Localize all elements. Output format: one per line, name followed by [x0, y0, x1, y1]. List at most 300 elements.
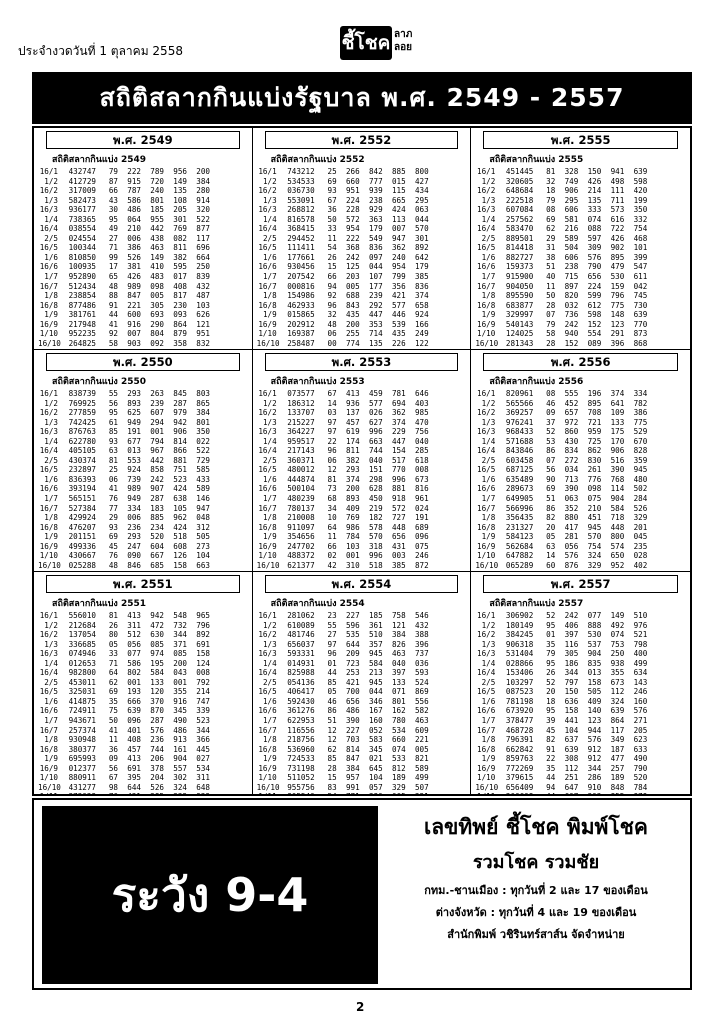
- front-three-b: 777: [368, 176, 383, 186]
- front-three-b: 576: [150, 725, 164, 735]
- draw-date: 16/6: [258, 484, 277, 494]
- first-prize: 500104: [287, 484, 315, 494]
- table-row: [257, 427, 467, 437]
- last-two: [533, 792, 555, 794]
- last-two: 01: [546, 630, 556, 640]
- last-three-a: 732: [173, 620, 187, 630]
- draw-date: [257, 792, 277, 794]
- table-row: [257, 408, 467, 418]
- table-row: [475, 446, 686, 456]
- last-two: 66: [327, 272, 337, 282]
- front-three-a: 989: [127, 484, 141, 494]
- last-two: 94: [546, 782, 556, 792]
- table-row: [257, 224, 467, 234]
- first-prize: 124025: [505, 329, 534, 339]
- front-three-a: 723: [345, 658, 360, 668]
- front-three-a: 452: [564, 398, 579, 408]
- first-prize: 534533: [287, 176, 315, 186]
- table-row: [475, 465, 686, 475]
- first-prize: 488372: [287, 551, 315, 561]
- last-three-a: 768: [610, 474, 625, 484]
- front-three-b: 107: [368, 272, 383, 282]
- last-three-b: 623: [633, 735, 648, 745]
- draw-date: 1/9: [44, 532, 58, 542]
- draw-date: 16/10: [475, 782, 499, 792]
- first-prize: 036730: [287, 186, 315, 196]
- draw-date: [38, 792, 58, 794]
- table-row: [38, 697, 248, 707]
- first-prize: 859763: [505, 754, 534, 764]
- last-three-a: 577: [391, 300, 406, 310]
- front-three-b: 185: [368, 611, 383, 620]
- first-prize: 247702: [287, 541, 315, 551]
- last-two: 34: [327, 503, 337, 513]
- table-row: [38, 792, 248, 794]
- draw-results-table: [475, 611, 686, 794]
- first-prize: 257562: [505, 214, 534, 224]
- last-three-a: 148: [610, 310, 625, 320]
- front-three-a: 242: [564, 319, 579, 329]
- last-two: 93: [108, 522, 118, 532]
- front-three-a: 677: [127, 436, 141, 446]
- front-three-b: 185: [150, 205, 164, 215]
- last-three-a: 952: [610, 560, 625, 570]
- last-three-a: 358: [173, 338, 187, 348]
- first-prize: 562684: [505, 541, 534, 551]
- draw-date: 16/4: [477, 224, 496, 234]
- first-prize: 217143: [287, 446, 315, 456]
- front-three-a: 787: [127, 186, 141, 196]
- front-three-b: 183: [150, 503, 164, 513]
- last-three-a: 291: [610, 329, 625, 339]
- last-two: 37: [546, 417, 556, 427]
- draw-date: 16/6: [39, 706, 58, 716]
- front-three-b: 790: [587, 262, 602, 272]
- last-three-b: 040: [414, 436, 429, 446]
- last-two: 64: [108, 668, 118, 678]
- front-three-b: 754: [587, 541, 602, 551]
- table-row: [257, 792, 467, 794]
- last-two: 14: [327, 398, 337, 408]
- page-banner: สถิติสลากกินแบ่งรัฐบาล พ.ศ. 2549 - 2557: [32, 72, 692, 124]
- last-three-a: 781: [391, 389, 406, 398]
- last-three-a: 516: [610, 455, 625, 465]
- last-three-b: 945: [633, 465, 648, 475]
- draw-date: 16/2: [39, 186, 58, 196]
- front-three-a: 637: [564, 735, 579, 745]
- last-three-b: 179: [414, 262, 429, 272]
- front-three-a: 666: [127, 696, 141, 706]
- table-row: [38, 764, 248, 774]
- last-three-b: 546: [414, 611, 429, 620]
- front-three-b: 361: [368, 620, 383, 630]
- last-two: 40: [546, 272, 556, 282]
- table-row: [475, 262, 686, 272]
- front-three-b: 158: [587, 677, 602, 687]
- last-three-b: 522: [196, 446, 210, 456]
- table-row: [38, 291, 248, 301]
- front-three-a: 236: [127, 522, 141, 532]
- front-three-b: 234: [150, 522, 164, 532]
- front-three-b: 888: [587, 620, 602, 630]
- last-three-a: 817: [173, 291, 187, 301]
- front-three-a: 739: [127, 474, 141, 484]
- front-three-b: 026: [368, 408, 383, 418]
- front-three-a: 820: [564, 291, 579, 301]
- table-row: [38, 745, 248, 755]
- front-three-a: [337, 792, 360, 794]
- last-three-a: 812: [391, 763, 406, 773]
- last-three-b: 433: [196, 474, 210, 484]
- draw-date: 1/2: [262, 620, 277, 630]
- front-three-b: 967: [150, 446, 164, 456]
- front-three-b: 945: [368, 677, 383, 687]
- last-three-b: 510: [633, 611, 648, 620]
- table-row: [38, 437, 248, 447]
- front-three-b: 714: [368, 329, 383, 339]
- last-three-a: 947: [391, 233, 406, 243]
- table-row: [475, 792, 686, 794]
- draw-date: 1/4: [481, 214, 496, 224]
- table-row: [475, 177, 686, 187]
- last-three-b: 790: [633, 763, 648, 773]
- draw-date: 16/7: [477, 725, 496, 735]
- front-three-a: 644: [345, 639, 360, 649]
- year-panel: [253, 350, 472, 572]
- first-prize: 738365: [68, 214, 96, 224]
- last-two: 60: [546, 560, 556, 570]
- draw-date: 16/4: [258, 224, 277, 234]
- draw-date: 1/10: [39, 551, 58, 561]
- front-three-b: 309: [587, 243, 602, 253]
- draw-date: 1/6: [262, 696, 277, 706]
- last-two: 73: [327, 484, 337, 494]
- draw-date: 1/9: [262, 310, 277, 320]
- last-two: 06: [108, 474, 118, 484]
- last-three-a: 082: [173, 233, 187, 243]
- last-two: 71: [108, 658, 118, 668]
- table-row: [475, 773, 686, 783]
- table-row: [475, 167, 686, 177]
- table-row: [475, 513, 686, 523]
- draw-date: 2/5: [481, 677, 496, 687]
- first-prize: 976241: [505, 417, 534, 427]
- front-three-a: 893: [127, 398, 141, 408]
- last-three-a: 902: [610, 243, 625, 253]
- last-three-b: 143: [633, 677, 648, 687]
- front-three-b: 345: [368, 744, 383, 754]
- last-two: 02: [327, 551, 337, 561]
- front-three-a: 077: [127, 649, 141, 659]
- draw-date: 1/6: [481, 474, 496, 484]
- first-prize: 982800: [68, 668, 96, 678]
- table-row: [257, 475, 467, 485]
- draw-date: 16/7: [39, 725, 58, 735]
- first-prize: 480012: [287, 465, 315, 475]
- draw-date: 16/7: [258, 503, 277, 513]
- last-three-a: 114: [610, 484, 625, 494]
- last-three-a: 814: [173, 436, 187, 446]
- last-three-b: 468: [633, 233, 648, 243]
- last-three-a: 608: [173, 541, 187, 551]
- last-three-a: 133: [391, 677, 406, 687]
- front-three-a: 334: [127, 503, 141, 513]
- last-three-a: 302: [173, 773, 187, 783]
- draw-date: 16/10: [38, 782, 61, 792]
- front-three-a: 090: [127, 551, 141, 561]
- last-three-a: 769: [173, 224, 187, 234]
- last-two: 35: [546, 639, 556, 649]
- last-two: 51: [546, 494, 556, 504]
- first-prize: 406417: [287, 687, 315, 697]
- first-prize: 133707: [287, 408, 315, 418]
- front-three-b: 294: [150, 417, 164, 427]
- front-three-a: 457: [127, 744, 141, 754]
- front-three-a: 457: [345, 417, 360, 427]
- draw-results-table: [38, 389, 248, 572]
- first-prize: 257374: [68, 725, 96, 735]
- draw-date: 1/8: [262, 513, 277, 523]
- front-three-b: 438: [150, 233, 164, 243]
- front-three-a: 954: [345, 224, 360, 234]
- draw-date: 16/6: [477, 706, 496, 716]
- last-three-b: 445: [196, 744, 210, 754]
- draw-date: 16/7: [258, 725, 277, 735]
- front-three-a: 949: [127, 494, 141, 504]
- first-prize: 379615: [505, 773, 534, 783]
- table-row: [38, 640, 248, 650]
- last-two: 27: [108, 233, 118, 243]
- front-three-a: 310: [345, 560, 360, 570]
- last-three-b: 803: [196, 389, 210, 398]
- last-three-b: 384: [196, 408, 210, 418]
- last-three-a: 362: [391, 243, 406, 253]
- draw-date: 1/10: [477, 329, 496, 339]
- last-three-a: 530: [610, 272, 625, 282]
- table-row: [38, 301, 248, 311]
- first-prize: 930948: [68, 735, 96, 745]
- last-three-b: 673: [414, 474, 429, 484]
- last-two: 94: [327, 281, 337, 291]
- first-prize: 025288: [68, 560, 96, 570]
- draw-date: 1/8: [44, 513, 58, 523]
- front-three-b: 597: [587, 233, 602, 243]
- table-row: [475, 272, 686, 282]
- last-three-a: 205: [173, 205, 187, 215]
- front-three-a: 242: [345, 252, 360, 262]
- last-three-a: 718: [610, 513, 625, 523]
- last-three-b: 658: [414, 300, 429, 310]
- table-row: [475, 716, 686, 726]
- last-two: 52: [546, 611, 556, 620]
- front-three-b: 510: [368, 630, 383, 640]
- first-prize: 880911: [68, 773, 96, 783]
- last-three-b: 045: [633, 532, 648, 542]
- front-three-a: 688: [345, 291, 360, 301]
- last-two: 25: [327, 167, 337, 176]
- first-prize: 531404: [505, 649, 534, 659]
- last-two: 96: [327, 300, 337, 310]
- last-two: 48: [108, 560, 118, 570]
- first-prize: 968433: [505, 427, 534, 437]
- draw-date: 1/6: [44, 252, 58, 262]
- draw-date: 16/1: [39, 611, 58, 620]
- draw-date: 1/7: [262, 494, 277, 504]
- table-row: [475, 764, 686, 774]
- first-prize: 360371: [287, 455, 315, 465]
- last-two: 36: [327, 205, 337, 215]
- draw-date: 16/1: [477, 389, 496, 398]
- draw-date: 1/8: [262, 291, 277, 301]
- draw-results-table: [475, 389, 686, 572]
- last-two: 41: [108, 484, 118, 494]
- table-row: [475, 484, 686, 494]
- first-prize: 648684: [505, 186, 534, 196]
- front-three-a: 368: [345, 243, 360, 253]
- draw-date: 16/4: [39, 224, 58, 234]
- table-row: [38, 668, 248, 678]
- last-three-b: 246: [633, 687, 648, 697]
- last-three-a: 189: [610, 773, 625, 783]
- last-three-b: 816: [414, 484, 429, 494]
- table-row: [38, 484, 248, 494]
- table-row: [38, 678, 248, 688]
- first-prize: 915900: [505, 272, 534, 282]
- front-three-b: 584: [150, 668, 164, 678]
- last-three-a: 003: [391, 551, 406, 561]
- front-three-a: 311: [127, 620, 141, 630]
- page-number: 2: [356, 1000, 365, 1014]
- front-three-a: 390: [345, 716, 360, 726]
- front-three-a: 221: [127, 300, 141, 310]
- draw-date: 16/4: [477, 446, 496, 456]
- last-three-a: 123: [610, 319, 625, 329]
- table-row: [257, 329, 467, 339]
- last-two: 32: [327, 310, 337, 320]
- last-two: 52: [546, 427, 556, 437]
- table-row: [38, 418, 248, 428]
- last-three-a: 424: [173, 484, 187, 494]
- draw-date: 1/9: [262, 754, 277, 764]
- table-row: [475, 243, 686, 253]
- last-three-a: 866: [173, 446, 187, 456]
- first-prize: 137054: [68, 630, 96, 640]
- draw-results-table: [257, 611, 467, 794]
- first-prize: 103297: [505, 677, 534, 687]
- last-three-a: 007: [391, 224, 406, 234]
- last-two: 66: [108, 186, 118, 196]
- draw-date: 16/6: [477, 484, 496, 494]
- last-two: 79: [546, 649, 556, 659]
- last-two: 95: [108, 214, 118, 224]
- last-three-a: 954: [391, 262, 406, 272]
- last-two: 46: [546, 398, 556, 408]
- front-three-b: 426: [587, 176, 602, 186]
- table-row: [257, 783, 467, 793]
- last-three-b: 664: [196, 252, 210, 262]
- last-three-b: 280: [196, 186, 210, 196]
- last-two: 09: [108, 754, 118, 764]
- last-three-a: 396: [610, 338, 625, 348]
- last-two: 27: [327, 630, 337, 640]
- front-three-a: 413: [127, 754, 141, 764]
- table-row: [38, 282, 248, 292]
- front-three-b: 959: [587, 427, 602, 437]
- first-prize: 540143: [505, 319, 534, 329]
- last-three-b: 221: [414, 735, 429, 745]
- first-prize: 583470: [505, 224, 534, 234]
- last-three-a: 115: [391, 186, 406, 196]
- first-prize: 336685: [68, 639, 96, 649]
- front-three-b: 789: [150, 167, 164, 176]
- draw-date: 1/3: [481, 195, 496, 205]
- last-three-b: 526: [633, 503, 648, 513]
- front-three-b: 554: [587, 329, 602, 339]
- table-row: [475, 310, 686, 320]
- last-three-b: 432: [414, 620, 429, 630]
- draw-date: 16/9: [39, 541, 58, 551]
- front-three-a: 104: [564, 725, 579, 735]
- first-prize: 180149: [505, 620, 534, 630]
- last-three-a: 349: [610, 735, 625, 745]
- last-two: 69: [327, 176, 337, 186]
- front-three-b: 150: [587, 167, 602, 176]
- table-row: [475, 253, 686, 263]
- front-three-b: 836: [368, 243, 383, 253]
- first-prize: 584123: [505, 532, 534, 542]
- last-two: 95: [546, 620, 556, 630]
- table-row: [38, 532, 248, 542]
- year-panel: [34, 128, 253, 350]
- last-three-a: 885: [391, 167, 406, 176]
- table-row: [475, 735, 686, 745]
- first-prize: 412729: [68, 176, 96, 186]
- last-three-b: 892: [196, 630, 210, 640]
- last-three-b: 350: [196, 427, 210, 437]
- table-row: [475, 659, 686, 669]
- table-row: [38, 726, 248, 736]
- last-three-b: 737: [414, 649, 429, 659]
- last-two: 18: [546, 186, 556, 196]
- last-three-a: 170: [610, 436, 625, 446]
- last-two: 25: [108, 465, 118, 475]
- last-three-b: 191: [414, 513, 429, 523]
- last-three-a: 517: [391, 455, 406, 465]
- brand-title: เลขทิพย์ ชี้โชค พิมพ์โชค: [424, 815, 648, 839]
- front-three-a: 893: [345, 494, 360, 504]
- front-three-a: 660: [345, 176, 360, 186]
- front-three-b: 862: [587, 446, 602, 456]
- last-three-b: 502: [633, 484, 648, 494]
- front-three-a: 032: [564, 300, 579, 310]
- last-three-b: 796: [196, 620, 210, 630]
- last-three-a: 490: [173, 716, 187, 726]
- draw-date: 1/6: [262, 252, 277, 262]
- draw-date: 1/8: [481, 513, 496, 523]
- front-three-a: 382: [345, 455, 360, 465]
- draw-date: 16/1: [258, 167, 277, 176]
- last-two: 09: [546, 408, 556, 418]
- front-three-a: 526: [127, 252, 141, 262]
- last-two: 48: [108, 281, 118, 291]
- draw-date: 16/4: [258, 668, 277, 678]
- last-two: 55: [327, 620, 337, 630]
- first-prize: 695993: [68, 754, 96, 764]
- last-three-b: 432: [196, 281, 210, 291]
- table-row: [38, 513, 248, 523]
- first-prize: 218756: [287, 735, 315, 745]
- draw-date: 2/5: [262, 455, 277, 465]
